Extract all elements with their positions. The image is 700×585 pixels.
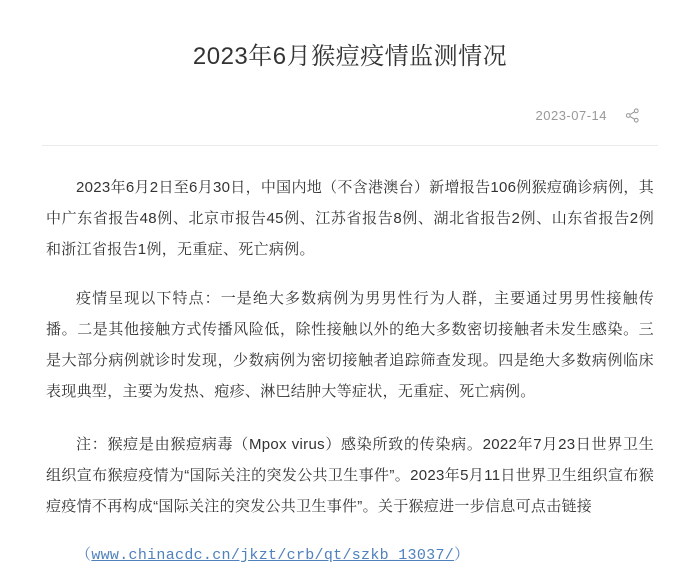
link-open-paren: （ — [76, 547, 92, 564]
page-title: 2023年6月猴痘疫情监测情况 — [192, 43, 508, 70]
reference-link[interactable]: www.chinacdc.cn/jkzt/crb/qt/szkb_13037/ — [91, 547, 455, 564]
reference-link-paragraph — [46, 540, 654, 571]
paragraph-1: 2023年6月2日至6月30日，中国内地（不含港澳台）新增报告106例猴痘确诊病例，其中广东省报告48例、北京市报告45例、江苏省报告8例、湖北省报告2例、山东省报告2例和浙江省报告1例，无重症、死亡病例。 — [46, 179, 655, 258]
article-meta — [0, 74, 700, 123]
link-close-paren: ） — [454, 547, 470, 564]
publish-date: 2023-07-14 — [535, 108, 607, 123]
share-icon[interactable] — [625, 108, 640, 123]
paragraph-2: 疫情呈现以下特点：一是绝大多数病例为男男性行为人群，主要通过男男性接触传播。二是其他接触方式传播风险低，除性接触以外的绝大多数密切接触者未发生感染。三是大部分病例就诊时发现，少数病例为密切接触者追踪筛查发现。四是绝大多数病例临床表现典型，主要为发热、疱疹、淋巴结肿大等症状，无重症、死亡病例。 — [46, 290, 654, 400]
paragraph-note: 注：猴痘是由猴痘病毒（Mpox virus）感染所致的传染病。2022年7月23日世界卫生组织宣布猴痘疫情为“国际关注的突发公共卫生事件”。2023年5月11日世界卫生组织宣布猴痘疫情不再构成“国际关注的突发公共卫生事件”。关于猴痘进一步信息可点击链接 — [46, 436, 654, 515]
article-body — [0, 146, 700, 571]
